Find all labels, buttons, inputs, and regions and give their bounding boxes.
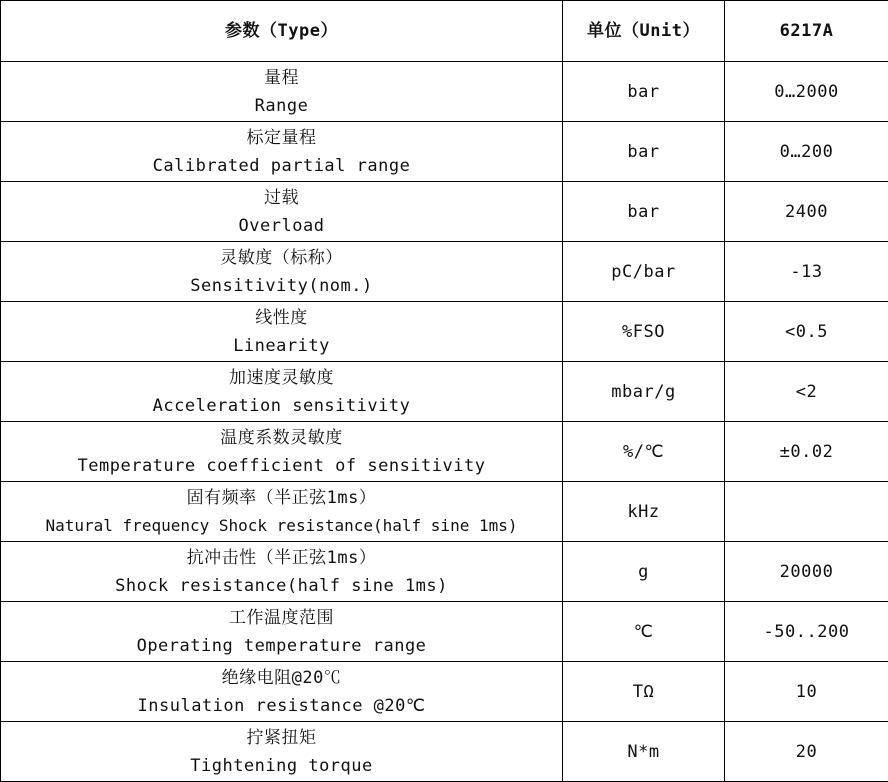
unit-cell: %FSO — [563, 302, 725, 362]
param-cell — [1, 422, 563, 482]
unit-cell: bar — [563, 182, 725, 242]
table-row — [1, 662, 888, 722]
value-cell: 0…2000 — [725, 62, 888, 122]
table-row — [1, 62, 888, 122]
unit-cell: g — [563, 542, 725, 602]
unit-cell: bar — [563, 122, 725, 182]
param-name-cn: 拧紧扭矩 — [1, 724, 562, 752]
table-row — [1, 422, 888, 482]
unit-cell: mbar/g — [563, 362, 725, 422]
unit-cell: pC/bar — [563, 242, 725, 302]
value-cell — [725, 482, 888, 542]
param-cell — [1, 362, 563, 422]
value-cell: 20 — [725, 722, 888, 782]
param-cell — [1, 602, 563, 662]
header-row — [1, 1, 888, 62]
param-name-cn: 工作温度范围 — [1, 604, 562, 632]
param-name-cn: 灵敏度（标称） — [1, 244, 562, 272]
param-cell — [1, 182, 563, 242]
param-cell — [1, 62, 563, 122]
param-cell — [1, 302, 563, 362]
param-name-cn: 过载 — [1, 184, 562, 212]
value-cell: 10 — [725, 662, 888, 722]
param-cell — [1, 482, 563, 542]
header-param: 参数（Type） — [1, 1, 563, 62]
value-cell: <0.5 — [725, 302, 888, 362]
param-name-en: Calibrated partial range — [1, 152, 562, 180]
value-cell: -50..200 — [725, 602, 888, 662]
table-row — [1, 362, 888, 422]
header-unit: 单位（Unit） — [563, 1, 725, 62]
table-row — [1, 242, 888, 302]
param-name-en: Linearity — [1, 332, 562, 360]
param-name-cn: 绝缘电阻@20℃ — [1, 664, 562, 692]
param-name-cn: 标定量程 — [1, 124, 562, 152]
param-name-en: Natural frequency Shock resistance(half sine 1ms) — [1, 512, 562, 540]
param-name-en: Shock resistance(half sine 1ms) — [1, 572, 562, 600]
param-name-en: Operating temperature range — [1, 632, 562, 660]
unit-cell: %/℃ — [563, 422, 725, 482]
value-cell: 20000 — [725, 542, 888, 602]
value-cell: ±0.02 — [725, 422, 888, 482]
value-cell: <2 — [725, 362, 888, 422]
table-row — [1, 602, 888, 662]
param-name-cn: 量程 — [1, 64, 562, 92]
param-name-en: Tightening torque — [1, 752, 562, 780]
param-name-cn: 温度系数灵敏度 — [1, 424, 562, 452]
unit-cell: TΩ — [563, 662, 725, 722]
param-name-en: Overload — [1, 212, 562, 240]
unit-cell: bar — [563, 62, 725, 122]
table-row — [1, 182, 888, 242]
param-name-cn: 加速度灵敏度 — [1, 364, 562, 392]
param-name-en: Insulation resistance @20℃ — [1, 692, 562, 720]
table-row — [1, 122, 888, 182]
param-cell — [1, 542, 563, 602]
param-name-en: Temperature coefficient of sensitivity — [1, 452, 562, 480]
header-model: 6217A — [725, 1, 888, 62]
param-name-en: Acceleration sensitivity — [1, 392, 562, 420]
param-cell — [1, 722, 563, 782]
unit-cell: kHz — [563, 482, 725, 542]
param-name-cn: 线性度 — [1, 304, 562, 332]
value-cell: 0…200 — [725, 122, 888, 182]
value-cell: -13 — [725, 242, 888, 302]
param-name-en: Sensitivity(nom.) — [1, 272, 562, 300]
param-name-cn: 抗冲击性（半正弦1ms） — [1, 544, 562, 572]
table-row — [1, 542, 888, 602]
param-cell — [1, 122, 563, 182]
param-cell — [1, 242, 563, 302]
table-row — [1, 482, 888, 542]
param-name-cn: 固有频率（半正弦1ms） — [1, 484, 562, 512]
unit-cell: ℃ — [563, 602, 725, 662]
value-cell: 2400 — [725, 182, 888, 242]
param-cell — [1, 662, 563, 722]
table-row — [1, 302, 888, 362]
unit-cell: N*m — [563, 722, 725, 782]
table-row — [1, 722, 888, 782]
param-name-en: Range — [1, 92, 562, 120]
